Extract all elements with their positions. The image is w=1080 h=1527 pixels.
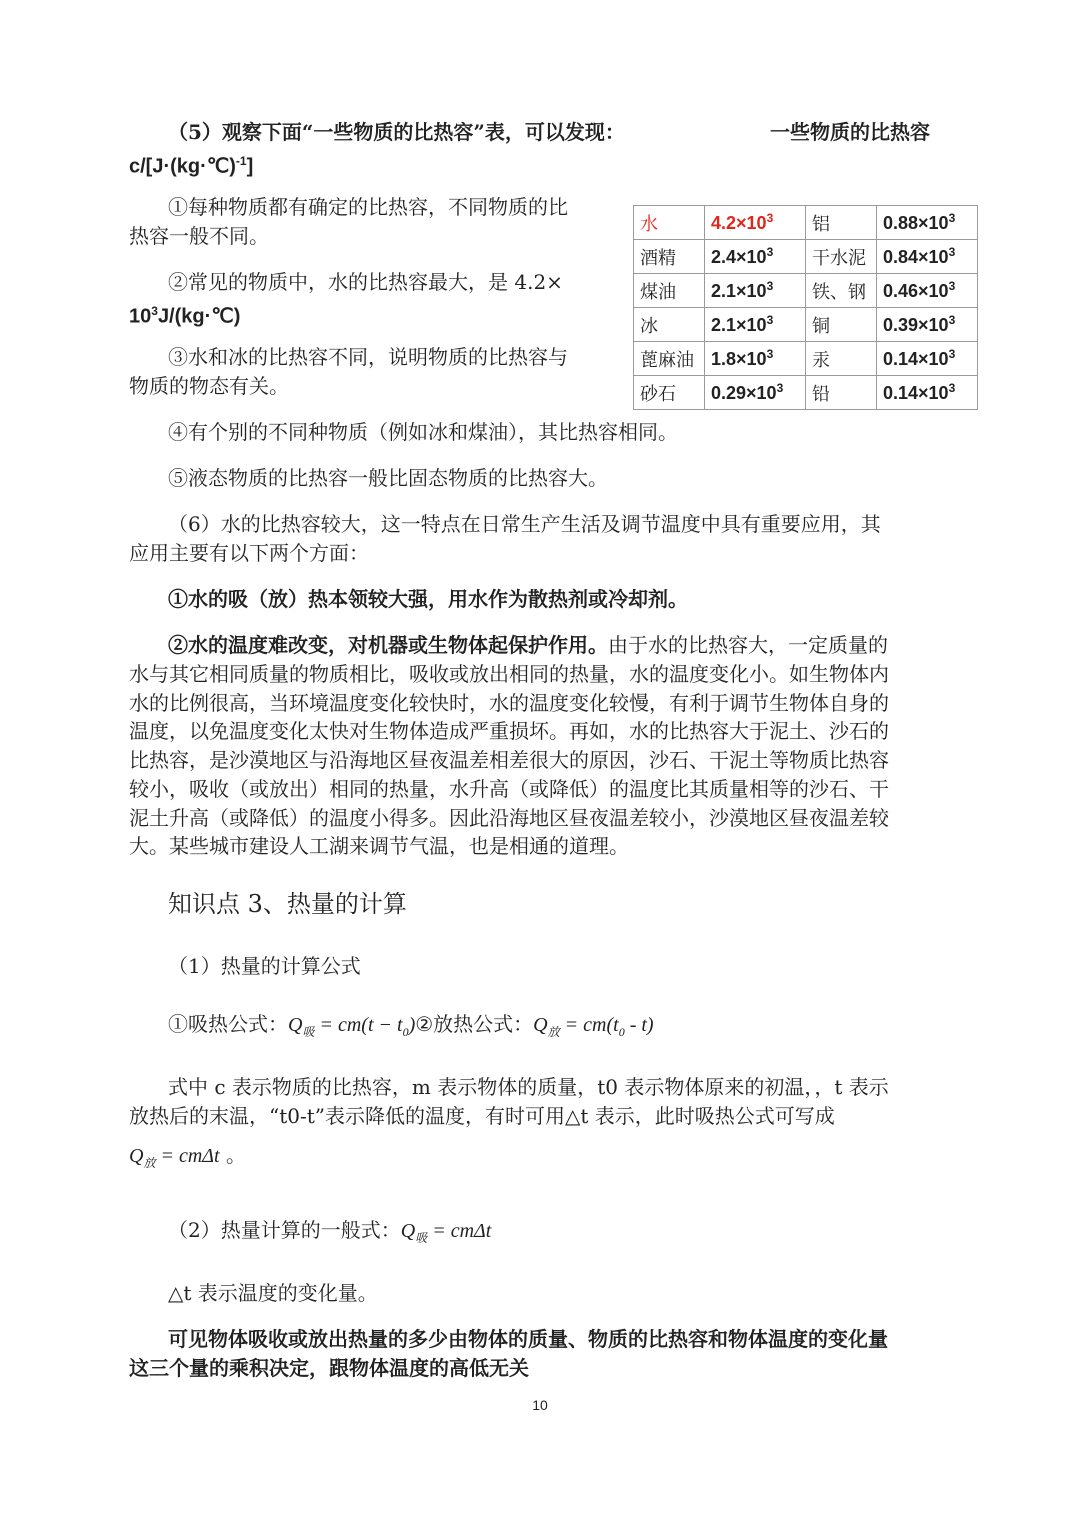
release-formula-short: $Q_放 = cm\Delta t$ — [129, 1145, 220, 1170]
s6-application2-bold: ②水的温度难改变，对机器或生物体起保护作用。 — [168, 633, 608, 657]
s5-point1-cont: 热容一般不同。 — [129, 224, 269, 248]
substance-value: $0.39\times 10^3$ — [877, 308, 978, 342]
general-formula-line — [168, 1216, 491, 1253]
conclusion-line1: 可见物体吸收或放出热量的多少由物体的质量、物质的比热容和物体温度的变化量 — [168, 1327, 888, 1351]
substance-name: 干水泥 — [806, 240, 877, 274]
explanation-line1: 式中 c 表示物质的比热容，m 表示物体的质量，t0 表示物体原来的初温，，t 表示 — [168, 1075, 889, 1099]
substance-name: 汞 — [806, 342, 877, 376]
table-unit: c/[J·(kg·℃)$^{-1}$] — [129, 154, 254, 178]
specific-heat-table — [633, 205, 978, 410]
s6-line1: （6）水的比热容较大，这一特点在日常生产生活及调节温度中具有重要应用，其 — [168, 512, 881, 536]
substance-value: $0.88\times 10^3$ — [877, 206, 978, 240]
substance-value: $2.4\times 10^3$ — [705, 240, 806, 274]
explanation-tail: 。 — [219, 1143, 246, 1167]
substance-value: $2.1\times 10^3$ — [705, 274, 806, 308]
table-row — [634, 274, 978, 308]
substance-name: 水 — [634, 206, 705, 240]
substance-value: $0.84\times 10^3$ — [877, 240, 978, 274]
s6-application2-rest: 由于水的比热容大，一定质量的 — [608, 633, 888, 657]
substance-value: $0.29\times 10^3$ — [705, 376, 806, 410]
substance-name: 铜 — [806, 308, 877, 342]
s6-para-line: 比热容，是沙漠地区与沿海地区昼夜温差相差很大的原因，沙石、干泥土等物质比热容 — [129, 748, 889, 772]
substance-value: $1.8\times 10^3$ — [705, 342, 806, 376]
conclusion-line2: 这三个量的乘积决定，跟物体温度的高低无关 — [129, 1356, 529, 1380]
section-heading: 知识点 3、热量的计算 — [168, 890, 407, 918]
s5-point4: ④有个别的不同种物质（例如冰和煤油），其比热容相同。 — [168, 420, 678, 444]
substance-name: 铅 — [806, 376, 877, 410]
table-row — [634, 308, 978, 342]
table-row — [634, 206, 978, 240]
s5-intro: （5）观察下面“一些物质的比热容”表，可以发现： — [168, 120, 625, 144]
s6-line2: 应用主要有以下两个方面： — [129, 541, 369, 565]
s5-point2: ②常见的物质中，水的比热容最大，是 4.2× — [168, 270, 563, 294]
formula-line — [168, 1010, 654, 1047]
table-row — [634, 240, 978, 274]
substance-name: 铝 — [806, 206, 877, 240]
release-formula: $Q_放 = cm(t_0 - t)$ — [533, 1014, 654, 1039]
s6-application1: ①水的吸（放）热本领较大强，用水作为散热剂或冷却剂。 — [168, 587, 688, 611]
substance-name: 煤油 — [634, 274, 705, 308]
s6-para-line: 大。某些城市建设人工湖来调节气温，也是相通的道理。 — [129, 834, 629, 858]
explanation-line3 — [129, 1141, 246, 1178]
s5-point5: ⑤液态物质的比热容一般比固态物质的比热容大。 — [168, 466, 608, 490]
s5-point2-cont: $10^3J/(kg\cdot℃)$ — [129, 304, 241, 328]
substance-value: $2.1\times 10^3$ — [705, 308, 806, 342]
substance-value: $4.2\times 10^3$ — [705, 206, 806, 240]
s5-point3: ③水和冰的比热容不同，说明物质的比热容与 — [168, 345, 568, 369]
s6-para-line: 泥土升高（或降低）的温度小得多。因此沿海地区昼夜温差较小，沙漠地区昼夜温差较 — [129, 806, 889, 830]
substance-name: 铁、钢 — [806, 274, 877, 308]
general-formula: $Q_吸 = cm\Delta t$ — [400, 1220, 492, 1245]
s6-para-line: 温度，以免温度变化太快对生物体造成严重损坏。再如，水的比热容大于泥土、沙石的 — [129, 719, 889, 743]
page-number: 10 — [532, 1397, 548, 1413]
formula-heading: （1）热量的计算公式 — [168, 954, 361, 978]
substance-name: 砂石 — [634, 376, 705, 410]
s6-para-line: 水的比例很高，当环境温度变化较快时，水的温度变化较慢，有利于调节生物体自身的 — [129, 691, 889, 715]
substance-value: $0.14\times 10^3$ — [877, 376, 978, 410]
release-formula-label: ②放热公式： — [415, 1012, 534, 1036]
substance-name: 酒精 — [634, 240, 705, 274]
general-formula-label: （2）热量计算的一般式： — [168, 1218, 401, 1242]
substance-value: $0.14\times 10^3$ — [877, 342, 978, 376]
delta-t-note: △t 表示温度的变化量。 — [168, 1281, 378, 1305]
substance-value: $0.46\times 10^3$ — [877, 274, 978, 308]
s6-para-line: 较小，吸收（或放出）相同的热量，水升高（或降低）的温度比其质量相等的沙石、干 — [129, 777, 889, 801]
absorb-formula: $Q_吸 = cm(t - t_0)$ — [288, 1014, 416, 1039]
table-title: 一些物质的比热容 — [770, 120, 930, 144]
substance-name: 蓖麻油 — [634, 342, 705, 376]
absorb-formula-label: ①吸热公式： — [168, 1012, 288, 1036]
substance-name: 冰 — [634, 308, 705, 342]
table-row — [634, 342, 978, 376]
s6-application2 — [168, 631, 888, 660]
s6-para-line: 水与其它相同质量的物质相比，吸收或放出相同的热量，水的温度变化小。如生物体内 — [129, 662, 889, 686]
s5-point1: ①每种物质都有确定的比热容，不同物质的比 — [168, 195, 568, 219]
table-row — [634, 376, 978, 410]
s5-point3-cont: 物质的物态有关。 — [129, 374, 289, 398]
explanation-line2: 放热后的末温，“t0-t”表示降低的温度，有时可用△t 表示，此时吸热公式可写成 — [129, 1104, 835, 1128]
